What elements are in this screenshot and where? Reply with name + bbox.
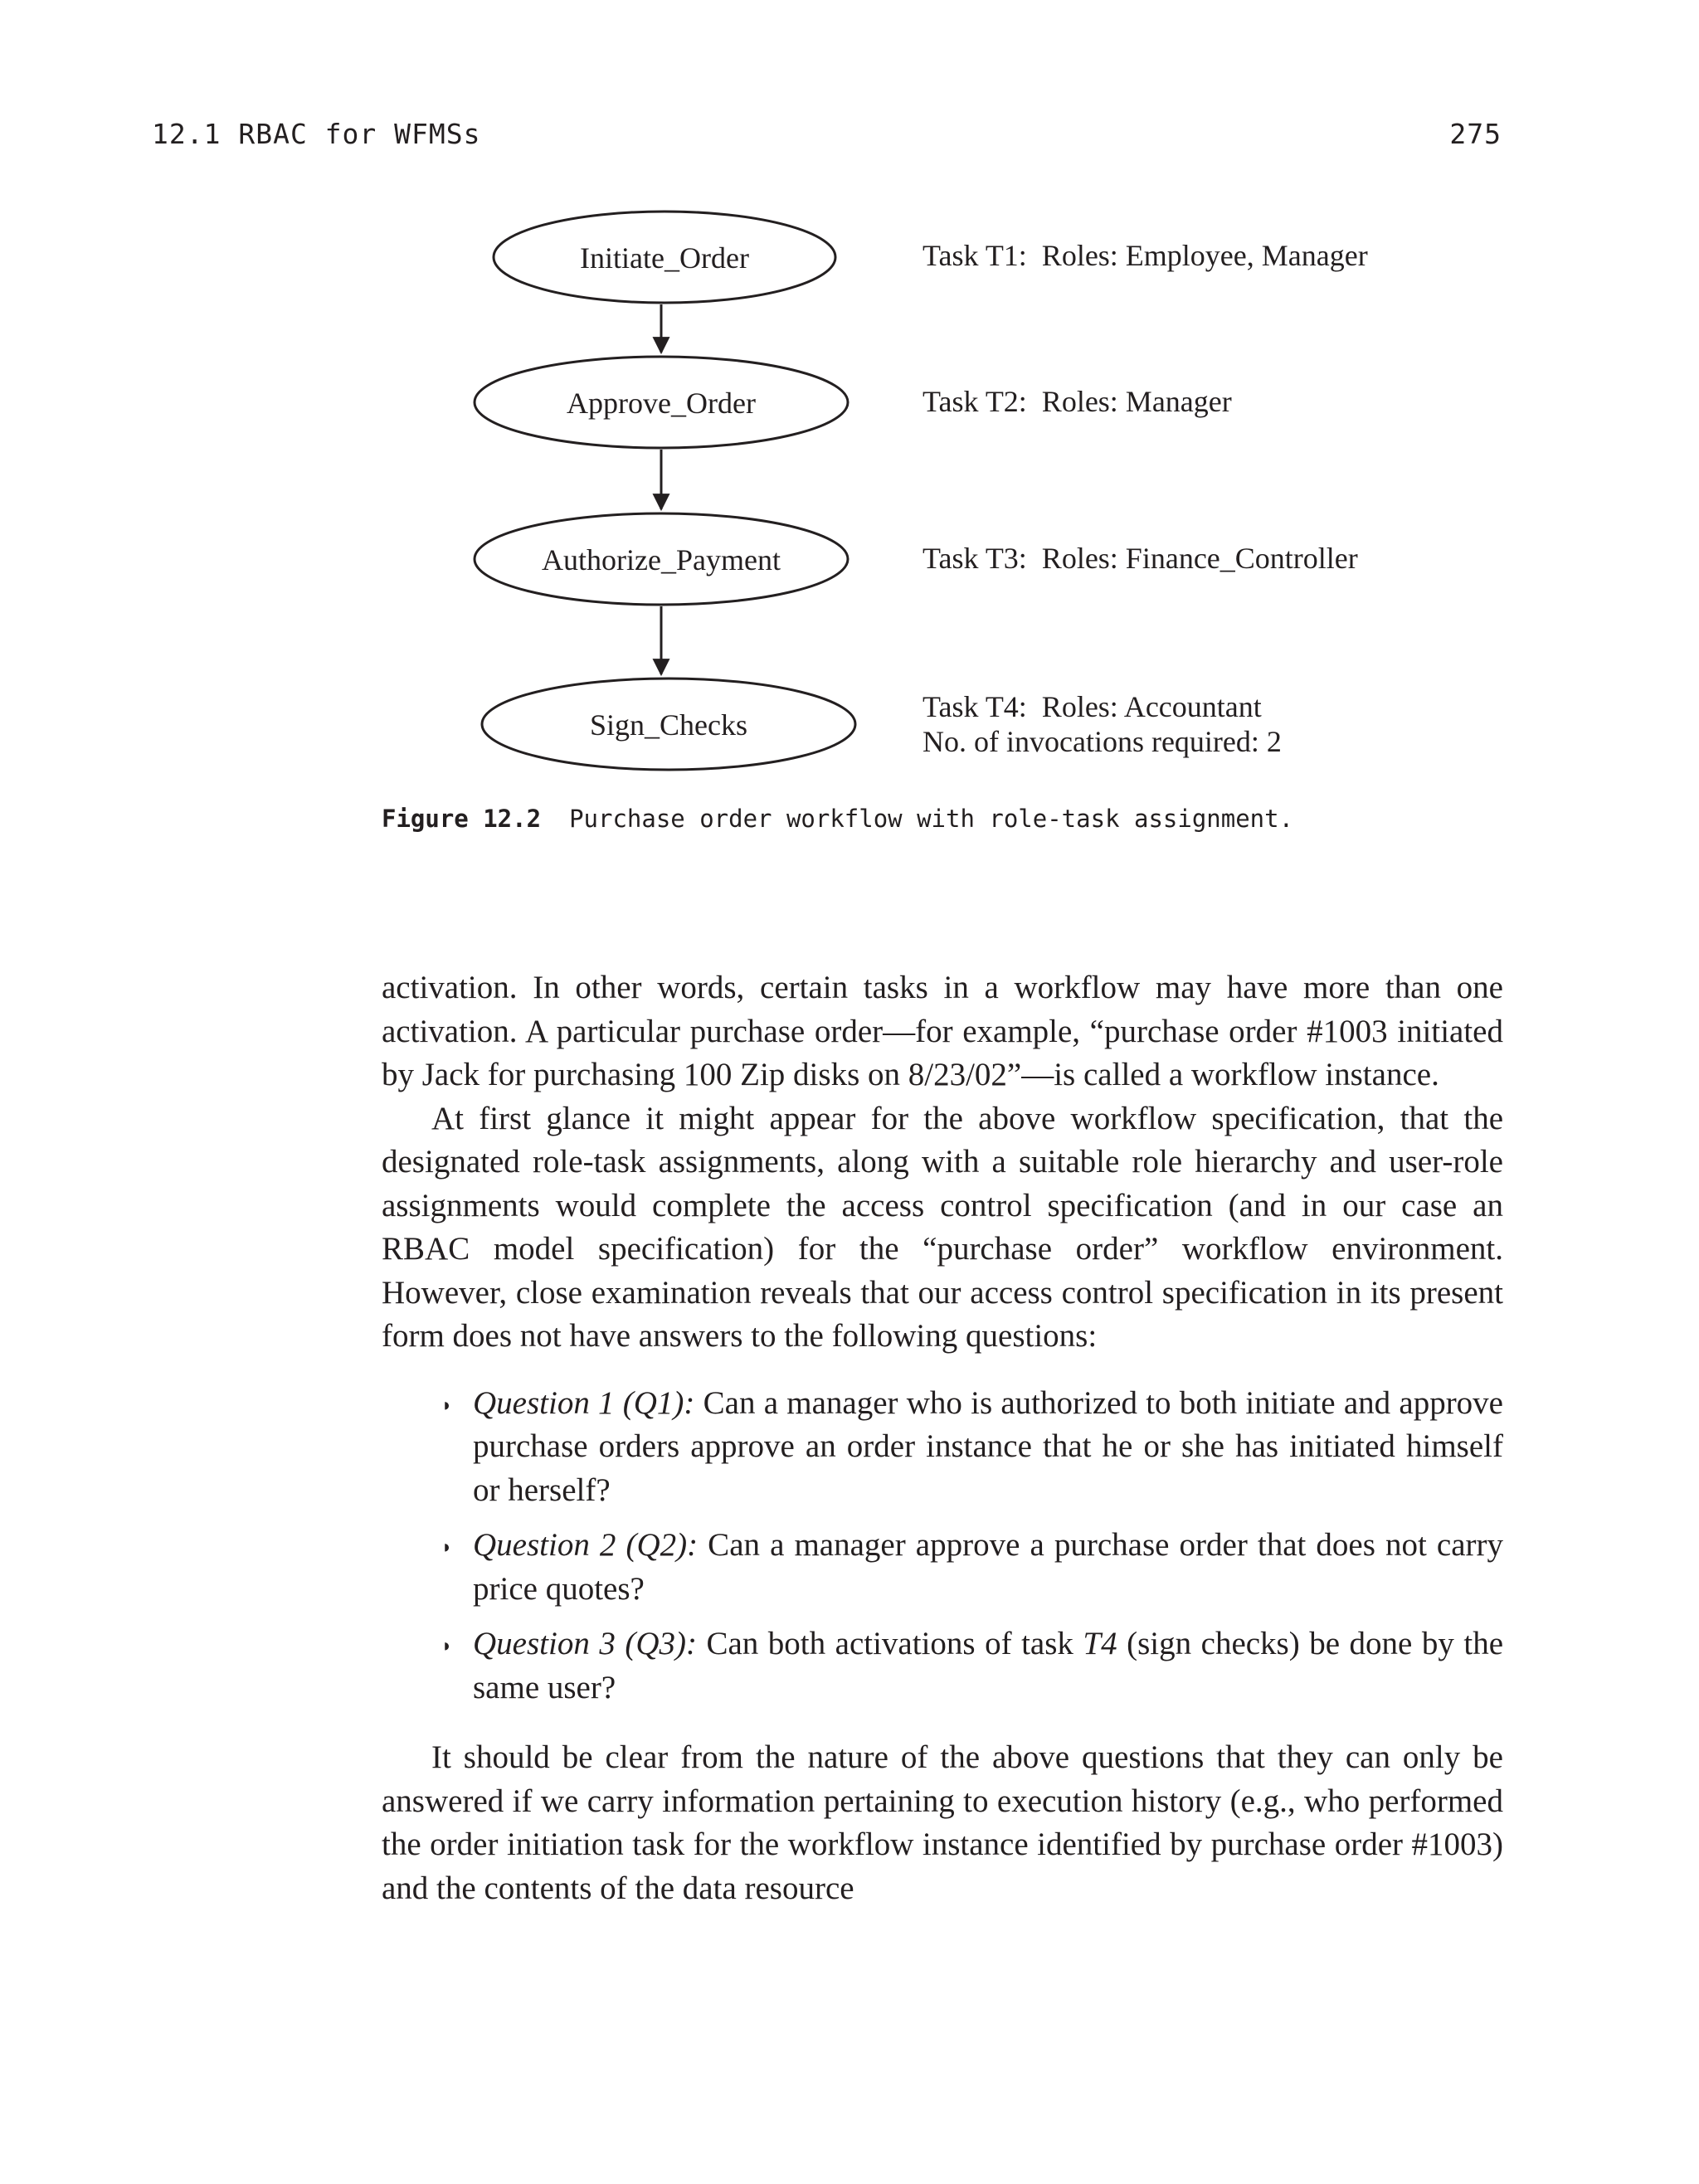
body-text xyxy=(382,966,1503,1910)
task-t4-invocations: No. of invocations required: 2 xyxy=(923,725,1282,758)
task-reference: T4 xyxy=(1083,1626,1117,1661)
caption-text: Purchase order workflow with role-task assignment. xyxy=(569,805,1294,833)
node-label: Approve_Order xyxy=(567,387,756,420)
question-text: (sign checks) be done by the same user? xyxy=(473,1626,1504,1705)
task-t2-roles: Task T2: Roles: Manager xyxy=(923,385,1232,418)
question-label: Question 1 (Q1): xyxy=(473,1384,695,1421)
list-item xyxy=(441,1524,1503,1611)
question-list xyxy=(382,1382,1503,1710)
node-label: Initiate_Order xyxy=(580,241,749,275)
caption-label: Figure 12.2 xyxy=(382,805,542,833)
bullet-icon: ◗ xyxy=(441,1536,453,1557)
paragraph: At first glance it might appear for the above workflow specification, that the designated role-task assignments, along with a suitable role hierarchy and user-role assignments would complete the access control specification (and in our case an RBAC model specification) for the “purchase order” workflow environment. However, close examination reveals that our access control specification in its present form does not have answers to the following questions: xyxy=(382,1100,1503,1354)
list-item xyxy=(441,1622,1504,1710)
task-t4-roles: Task T4: Roles: Accountant xyxy=(923,690,1262,723)
workflow-diagram xyxy=(0,0,1699,829)
question-text: Can both activations of task xyxy=(696,1626,1083,1661)
paragraph: It should be clear from the nature of the above questions that they can only be answered if we carry information pertaining to execution history (e.g., who performed the order initiation task for the workflow instance identified by purchase order #1003) and the contents of the data resource xyxy=(382,1739,1503,1906)
bullet-icon: ◗ xyxy=(441,1394,453,1415)
node-authorize-payment xyxy=(475,513,848,605)
node-label: Sign_Checks xyxy=(589,708,748,742)
page-number: 275 xyxy=(1449,118,1502,150)
question-label: Question 3 (Q3): xyxy=(473,1626,697,1661)
node-sign-checks xyxy=(482,679,855,770)
question-label: Question 2 (Q2): xyxy=(473,1527,699,1563)
node-label: Authorize_Payment xyxy=(542,543,781,576)
list-item xyxy=(441,1382,1503,1513)
node-approve-order xyxy=(475,357,848,448)
node-initiate-order xyxy=(494,212,835,303)
task-t3-roles: Task T3: Roles: Finance_Controller xyxy=(923,542,1358,575)
task-t1-roles: Task T1: Roles: Employee, Manager xyxy=(923,239,1368,272)
paragraph: activation. In other words, certain tasks in a workflow may have more than one activation. A particular purchase order—for example, “purchase order #1003 initiated by Jack for purchasing 100 Zip disks on 8/23/02”—is called a workflow instance. xyxy=(382,970,1503,1092)
section-title: 12.1 RBAC for WFMSs xyxy=(152,118,481,150)
bullet-icon: ◗ xyxy=(441,1635,453,1656)
question-text: Can a manager approve a purchase order that does not carry price quotes? xyxy=(473,1527,1503,1607)
question-text: Can a manager who is authorized to both initiate and approve purchase orders approve an order instance that he or she has initiated himself or herself? xyxy=(473,1384,1503,1508)
figure-caption xyxy=(382,805,1543,833)
